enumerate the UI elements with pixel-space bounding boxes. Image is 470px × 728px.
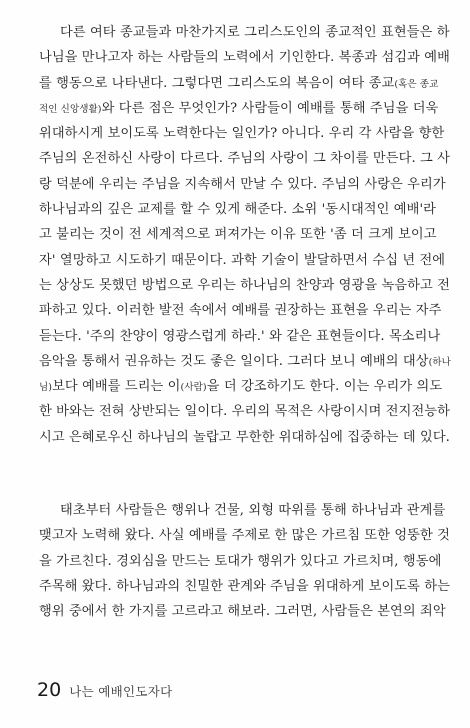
text-segment: 보다 예배를 드리는 이 [52, 379, 181, 395]
text-line: 하나님과의 깊은 교제를 할 수 있게 해준다. 소위 '동시대적인 예배'라 [39, 202, 437, 218]
text-line: 주님의 온전하신 사랑이 다르다. 주님의 사랑이 그 차이를 만든다. 그 사 [39, 151, 450, 167]
parenthetical-note: (혹은 종교 [394, 78, 439, 90]
text-line: 태초부터 사람들은 행위나 건물, 외형 따위를 통해 하나님과 관계를 [60, 503, 446, 518]
text-line: 맺고자 노력해 왔다. 사실 예배를 주제로 한 많은 가르침 또한 엉뚱한 것 [39, 528, 450, 544]
text-line [39, 374, 443, 399]
text-line: 한 바와는 전혀 상반되는 일이다. 우리의 목적은 사랑이시며 전지전능하 [39, 404, 450, 420]
parenthetical-note: (하나 [428, 356, 451, 368]
text-line: 듣는다. '주의 찬양이 영광스럽게 하라.' 와 같은 표현들이다. 목소리나 [39, 328, 441, 344]
text-segment: 음악을 통해서 권유하는 것도 좋은 일이다. 그러다 보니 예배의 대상 [39, 353, 429, 369]
parenthetical-note: 적인 신앙생활) [39, 103, 102, 115]
text-segment: 을 더 강조하기도 한다. 이는 우리가 의도 [206, 379, 443, 395]
paragraph-1 [39, 20, 451, 450]
text-line: 자' 열망하고 시도하기 때문이다. 과학 기술이 발달하면서 수십 년 전에 [39, 252, 446, 268]
running-title: 나는 예배인도자다 [69, 684, 173, 699]
text-line [39, 349, 451, 374]
text-line: 나님을 만나고자 하는 사람들의 노력에서 기인한다. 복종과 섬김과 예배 [39, 50, 450, 66]
text-segment: 와 다른 점은 무엇인가? 사람들이 예배를 통해 주님을 더욱 [101, 100, 439, 116]
text-line: 다른 여타 종교들과 마찬가지로 그리스도인의 종교적인 표현들은 하 [60, 25, 450, 40]
text-line: 시고 은혜로우신 하나님의 놀랍고 무한한 위대하심에 집중하는 데 있다. [39, 429, 450, 445]
text-line [39, 71, 439, 96]
text-segment: 를 행동으로 나타낸다. 그렇다면 그리스도의 복음이 여타 종교 [39, 75, 395, 91]
text-line: 위대하시게 보이도록 노력한다는 일인가? 아니다. 우리 각 사람을 향한 [39, 126, 445, 142]
text-line: 파하고 있다. 이러한 발전 속에서 예배를 권장하는 표현을 우리는 자주 [39, 303, 442, 319]
text-line [39, 96, 439, 121]
text-line: 주목해 왔다. 하나님과의 친밀한 관계와 주님을 위대하게 보이도록 하는 [39, 578, 450, 594]
page-footer [37, 679, 172, 703]
text-line: 행위 중에서 한 가지를 고르라고 해보라. 그러면, 사람들은 본연의 죄악 [39, 604, 446, 620]
paragraph-2 [39, 498, 450, 624]
text-line: 는 상상도 못했던 방법으로 우리는 하나님의 찬양과 영광을 녹음하고 전 [39, 277, 450, 293]
parenthetical-note: 님) [39, 382, 53, 394]
text-line: 고 불리는 것이 전 세계적으로 퍼져가는 이유 또한 '좀 더 크게 보이고 [39, 227, 437, 243]
text-line: 랑 덕분에 우리는 주님을 지속해서 만날 수 있다. 주님의 사랑은 우리가 [39, 176, 446, 192]
text-line: 을 가르친다. 경외심을 만드는 토대가 행위가 있다고 가르치며, 행동에 [39, 553, 442, 569]
page-number: 20 [37, 679, 62, 701]
parenthetical-note: (사람) [180, 382, 207, 394]
